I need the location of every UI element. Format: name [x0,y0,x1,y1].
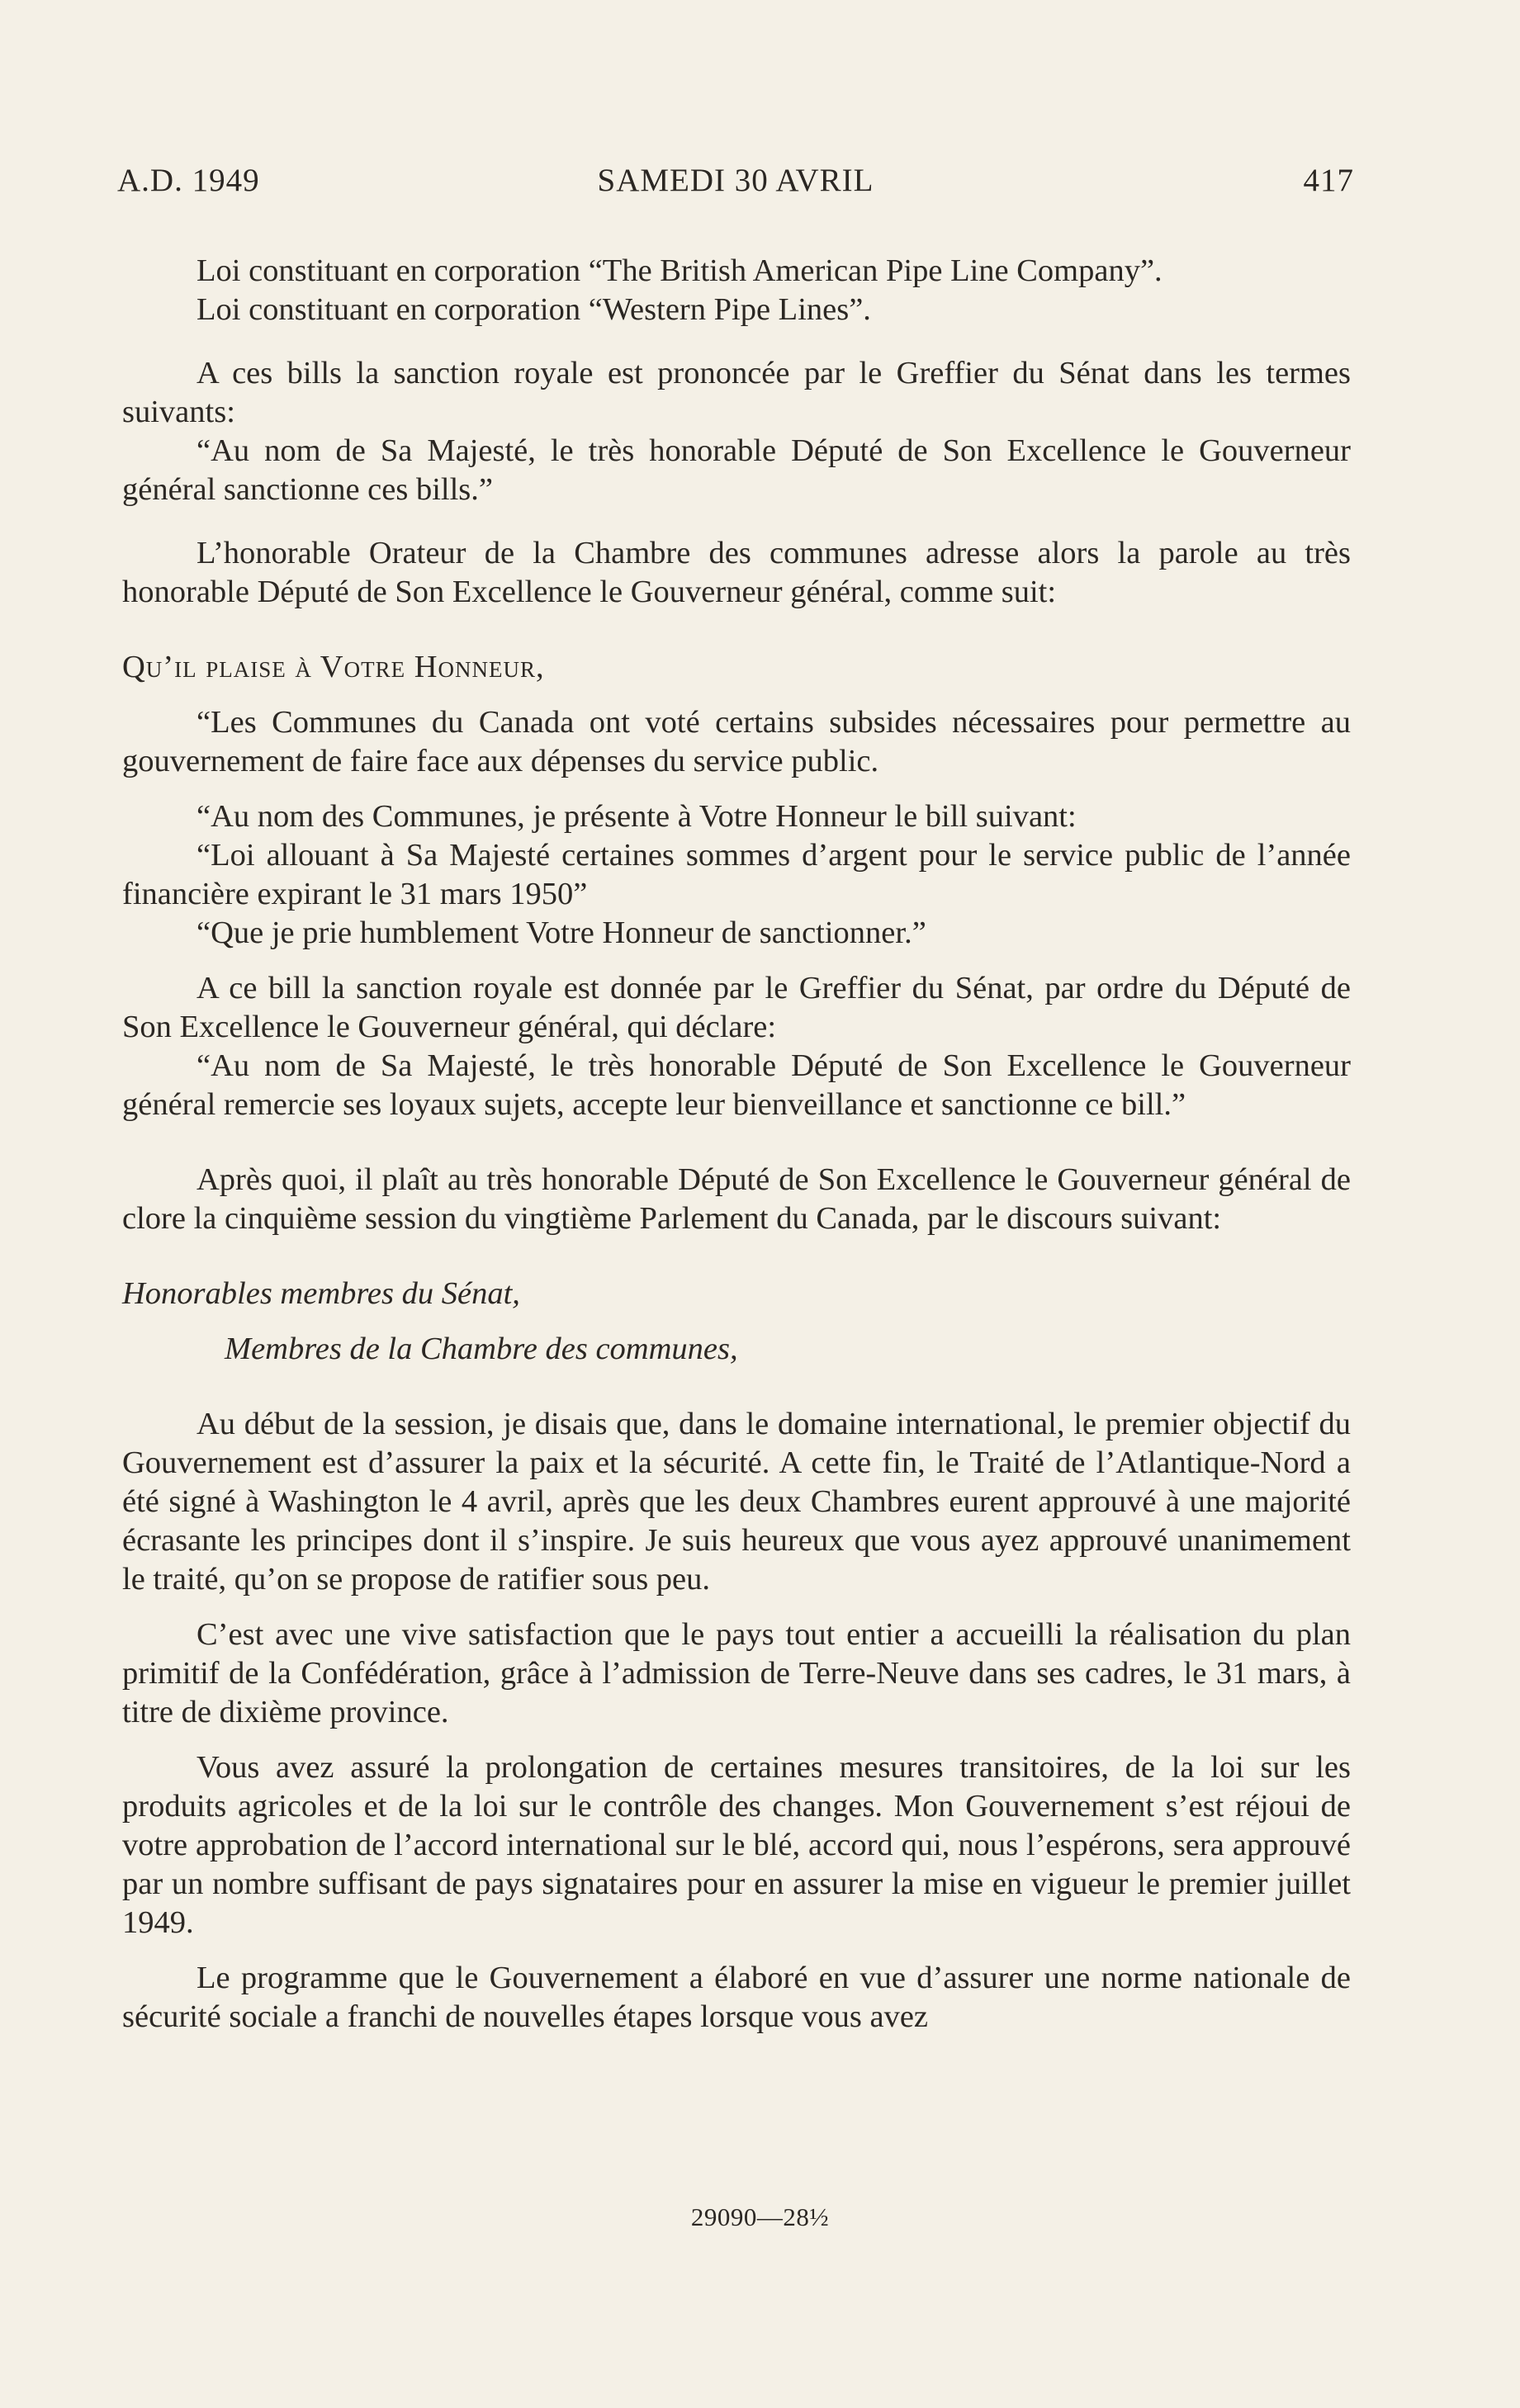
paragraph-speaker-address: L’honorable Orateur de la Chambre des communes adresse alors la parole au très honorable Député de Son Excellence le Gouverneur général, comme suit: [122,536,1351,609]
paragraph-bill-1: Loi constituant en corporation “The British American Pipe Line Company”. [197,253,1162,288]
paragraph-thanks-quote: “Au nom de Sa Majesté, le très honorable Député de Son Excellence le Gouverneur général remercie ses loyaux sujets, accepte leur bienveillance et sanctionne ce bill.” [122,1048,1351,1122]
paragraph-bill-2: Loi constituant en corporation “Western Pipe Lines”. [197,292,871,327]
paragraph-bill-title: “Loi allouant à Sa Majesté certaines sommes d’argent pour le service public de l’année financière expirant le 31 mars 1950” [122,838,1351,911]
paragraph-subsidies: “Les Communes du Canada ont voté certains subsides nécessaires pour permettre au gouvernement de faire face aux dépenses du service public. [122,705,1351,778]
footer-signature-code: 29090—28½ [690,2202,830,2231]
paragraph-social-security: Le programme que le Gouvernement a élaboré en vue d’assurer une norme nationale de sécurité sociale a franchi de nouvelles étapes lorsque vous avez [122,1961,1351,2034]
header-date: SAMEDI 30 AVRIL [597,163,874,198]
paragraph-closing: Après quoi, il plaît au très honorable Député de Son Excellence le Gouverneur général de clore la cinquième session du vingtième Parlement du Canada, par le discours suivant: [122,1162,1351,1236]
salutation-commons: Membres de la Chambre des communes, [225,1332,738,1366]
page-number: 417 [1303,163,1354,198]
address-heading: Qu’il plaise à Votre Honneur, [122,650,545,684]
header-year: A.D. 1949 [117,163,260,198]
paragraph-sanction-given: A ce bill la sanction royale est donnée par le Greffier du Sénat, par ordre du Député de Son Excellence le Gouverneur général, qui déclare: [122,971,1351,1044]
paragraph-atlantic-treaty: Au début de la session, je disais que, dans le domaine international, le premier objectif du Gouvernement est d’assurer la paix et la sécurité. A cette fin, le Traité de l’Atlantique-Nord a été signé à Washington le 4 avril, après que les deux Chambres eurent approuvé à une majorité écrasante les principes dont il s’inspire. Je suis heureux que vous ayez approuvé unanimement le traité, qu’on se propose de ratifier sous peu. [122,1407,1351,1597]
paragraph-sanction-intro: A ces bills la sanction royale est prononcée par le Greffier du Sénat dans les termes suivants: [122,356,1351,429]
paragraph-pray: “Que je prie humblement Votre Honneur de sanctionner.” [197,915,926,950]
paragraph-sanction-quote: “Au nom de Sa Majesté, le très honorable Député de Son Excellence le Gouverneur général sanctionne ces bills.” [122,433,1351,507]
paragraph-present-bill: “Au nom des Communes, je présente à Votre Honneur le bill suivant: [197,799,1077,834]
paragraph-transitional-measures: Vous avez assuré la prolongation de certaines mesures transitoires, de la loi sur les produits agricoles et de la loi sur le contrôle des changes. Mon Gouvernement s’est réjoui de votre approbation de l’accord international sur le blé, accord qui, nous l’espérons, sera approuvé par un nombre suffisant de pays signataires pour en assurer la mise en vigueur le premier juillet 1949. [122,1750,1351,1940]
page-body [122,252,1351,2037]
salutation-senate: Honorables membres du Sénat, [122,1276,520,1311]
running-head [117,162,1354,211]
paragraph-newfoundland: C’est avec une vive satisfaction que le pays tout entier a accueilli la réalisation du plan primitif de la Confédération, grâce à l’admission de Terre-Neuve dans ses cadres, le 31 mars, à titre de dixième province. [122,1617,1351,1729]
